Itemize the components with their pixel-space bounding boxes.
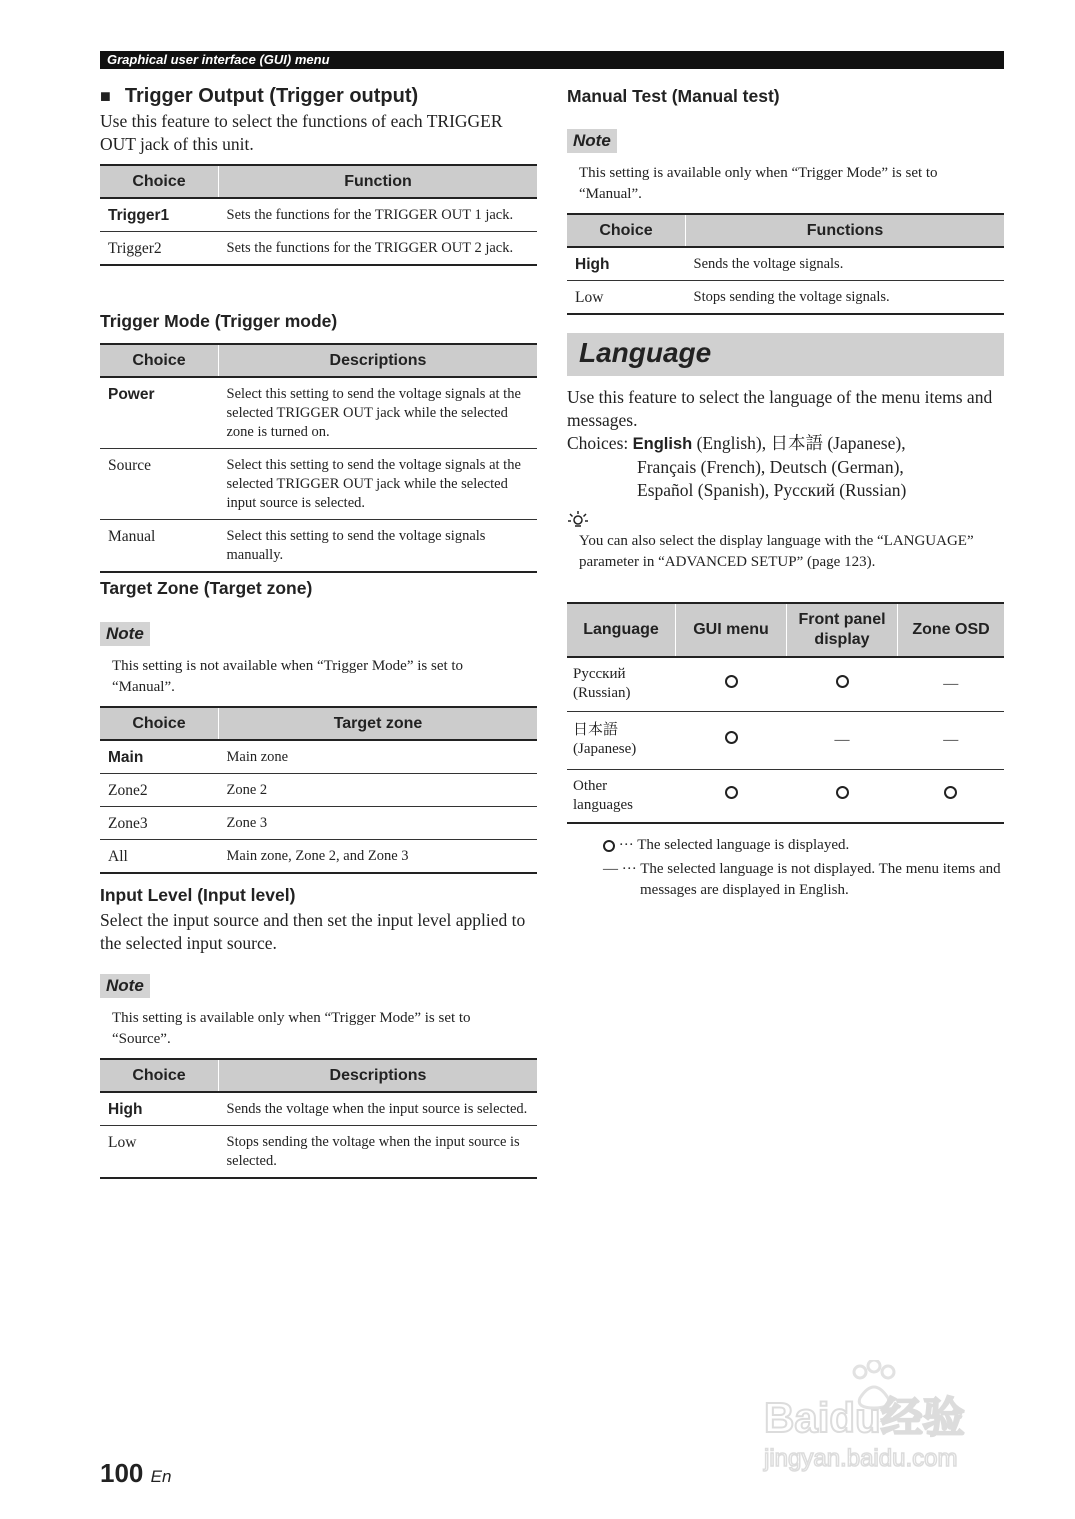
input-level-heading: Input Level (Input level) bbox=[100, 885, 296, 905]
table-row: Trigger1 Sets the functions for the TRIGGER OUT 1 jack. bbox=[100, 198, 537, 232]
language-title: Language bbox=[579, 337, 712, 368]
section-header-bar: Graphical user interface (GUI) menu bbox=[100, 51, 1004, 69]
table-row: Zone2 Zone 2 bbox=[100, 774, 537, 807]
table-row: Power Select this setting to send the voltage signals at the selected TRIGGER OUT jack while the selected zone is turned on. bbox=[100, 377, 537, 449]
circle-icon bbox=[836, 786, 849, 799]
table-row: Русский (Russian) — bbox=[567, 657, 1004, 711]
trigger-mode-table: Choice Descriptions Power Select this setting to send the voltage signals at the selected TRIGGER OUT jack while the selected zone is turned on. Source Select this setting to send the voltage signals at the selected TRIGGER OUT jack while the selected input source is selected. Manual Select this setting to send the voltage signals manually. bbox=[100, 343, 537, 573]
legend-displayed: ··· The selected language is displayed. bbox=[603, 835, 1003, 856]
table-row: All Main zone, Zone 2, and Zone 3 bbox=[100, 840, 537, 874]
trigger-mode-heading: Trigger Mode (Trigger mode) bbox=[100, 311, 338, 331]
table-row: Zone3 Zone 3 bbox=[100, 807, 537, 840]
table-row: Low Stops sending the voltage when the input source is selected. bbox=[100, 1126, 537, 1179]
table-row: Manual Select this setting to send the voltage signals manually. bbox=[100, 520, 537, 573]
manual-test-heading: Manual Test (Manual test) bbox=[567, 86, 780, 106]
table-row: Trigger2 Sets the functions for the TRIGGER OUT 2 jack. bbox=[100, 232, 537, 266]
input-level-note: This setting is available only when “Trigger Mode” is set to “Source”. bbox=[112, 1010, 471, 1047]
manual-test-table: Choice Functions High Sends the voltage signals. Low Stops sending the voltage signals. bbox=[567, 213, 1004, 315]
note-label: Note bbox=[100, 622, 150, 646]
language-section-banner bbox=[567, 333, 1004, 376]
trigger-output-heading: ■ Trigger Output (Trigger output) bbox=[100, 85, 419, 107]
baidu-watermark bbox=[762, 1360, 1012, 1480]
svg-text:jingyan.baidu.com: jingyan.baidu.com bbox=[764, 1445, 958, 1472]
lightbulb-icon bbox=[567, 510, 589, 533]
circle-icon bbox=[725, 786, 738, 799]
language-tip: You can also select the display language with the “LANGUAGE” parameter in “ADVANCED SETUP” (page 123). bbox=[579, 533, 974, 570]
table-row: High Sends the voltage signals. bbox=[567, 247, 1004, 281]
table-row: Source Select this setting to send the voltage signals at the selected TRIGGER OUT jack while the selected input source is selected. bbox=[100, 449, 537, 520]
page-number: 100 En bbox=[100, 1458, 172, 1488]
table-row: Main Main zone bbox=[100, 740, 537, 774]
legend-not-displayed: — ··· The selected language is not displayed. The menu items and messages are displayed in English. bbox=[603, 861, 1001, 898]
language-choices: Choices: English (English), 日本語 (Japanese), Français (French), Deutsch (German), Español (Spanish), Русский (Russian) bbox=[567, 433, 907, 500]
svg-text:Baidu经验: Baidu经验 bbox=[764, 1394, 965, 1441]
note-label: Note bbox=[567, 129, 617, 153]
table-row: Low Stops sending the voltage signals. bbox=[567, 281, 1004, 315]
circle-icon bbox=[725, 675, 738, 688]
circle-icon bbox=[603, 840, 615, 852]
trigger-output-desc: Use this feature to select the functions of each TRIGGER OUT jack of this unit. bbox=[100, 111, 503, 154]
target-zone-note: This setting is not available when “Trigger Mode” is set to “Manual”. bbox=[112, 658, 464, 695]
circle-icon bbox=[836, 675, 849, 688]
circle-icon bbox=[944, 786, 957, 799]
language-desc: Use this feature to select the language of the menu items and messages. bbox=[567, 387, 993, 430]
note-label: Note bbox=[100, 974, 150, 998]
table-row: Other languages bbox=[567, 769, 1004, 823]
table-row: High Sends the voltage when the input source is selected. bbox=[100, 1092, 537, 1126]
target-zone-table: Choice Target zone Main Main zone Zone2 Zone 2 Zone3 Zone 3 All Main zone, Zone 2, and Zone 3 bbox=[100, 706, 537, 874]
manual-test-note: This setting is available only when “Trigger Mode” is set to “Manual”. bbox=[579, 165, 938, 202]
trigger-output-table: Choice Function Trigger1 Sets the functions for the TRIGGER OUT 1 jack. Trigger2 Sets the functions for the TRIGGER OUT 2 jack. bbox=[100, 164, 537, 266]
table-row: 日本語 (Japanese) — — bbox=[567, 711, 1004, 769]
language-table: Language GUI menu Front panel display Zone OSD Русский (Russian) — 日本語 (Japanese) — — Other languages bbox=[567, 602, 1004, 824]
circle-icon bbox=[725, 731, 738, 744]
target-zone-heading: Target Zone (Target zone) bbox=[100, 578, 313, 598]
input-level-table: Choice Descriptions High Sends the voltage when the input source is selected. Low Stops sending the voltage when the input source is selected. bbox=[100, 1058, 537, 1179]
input-level-desc: Select the input source and then set the input level applied to the selected input source. bbox=[100, 910, 526, 953]
